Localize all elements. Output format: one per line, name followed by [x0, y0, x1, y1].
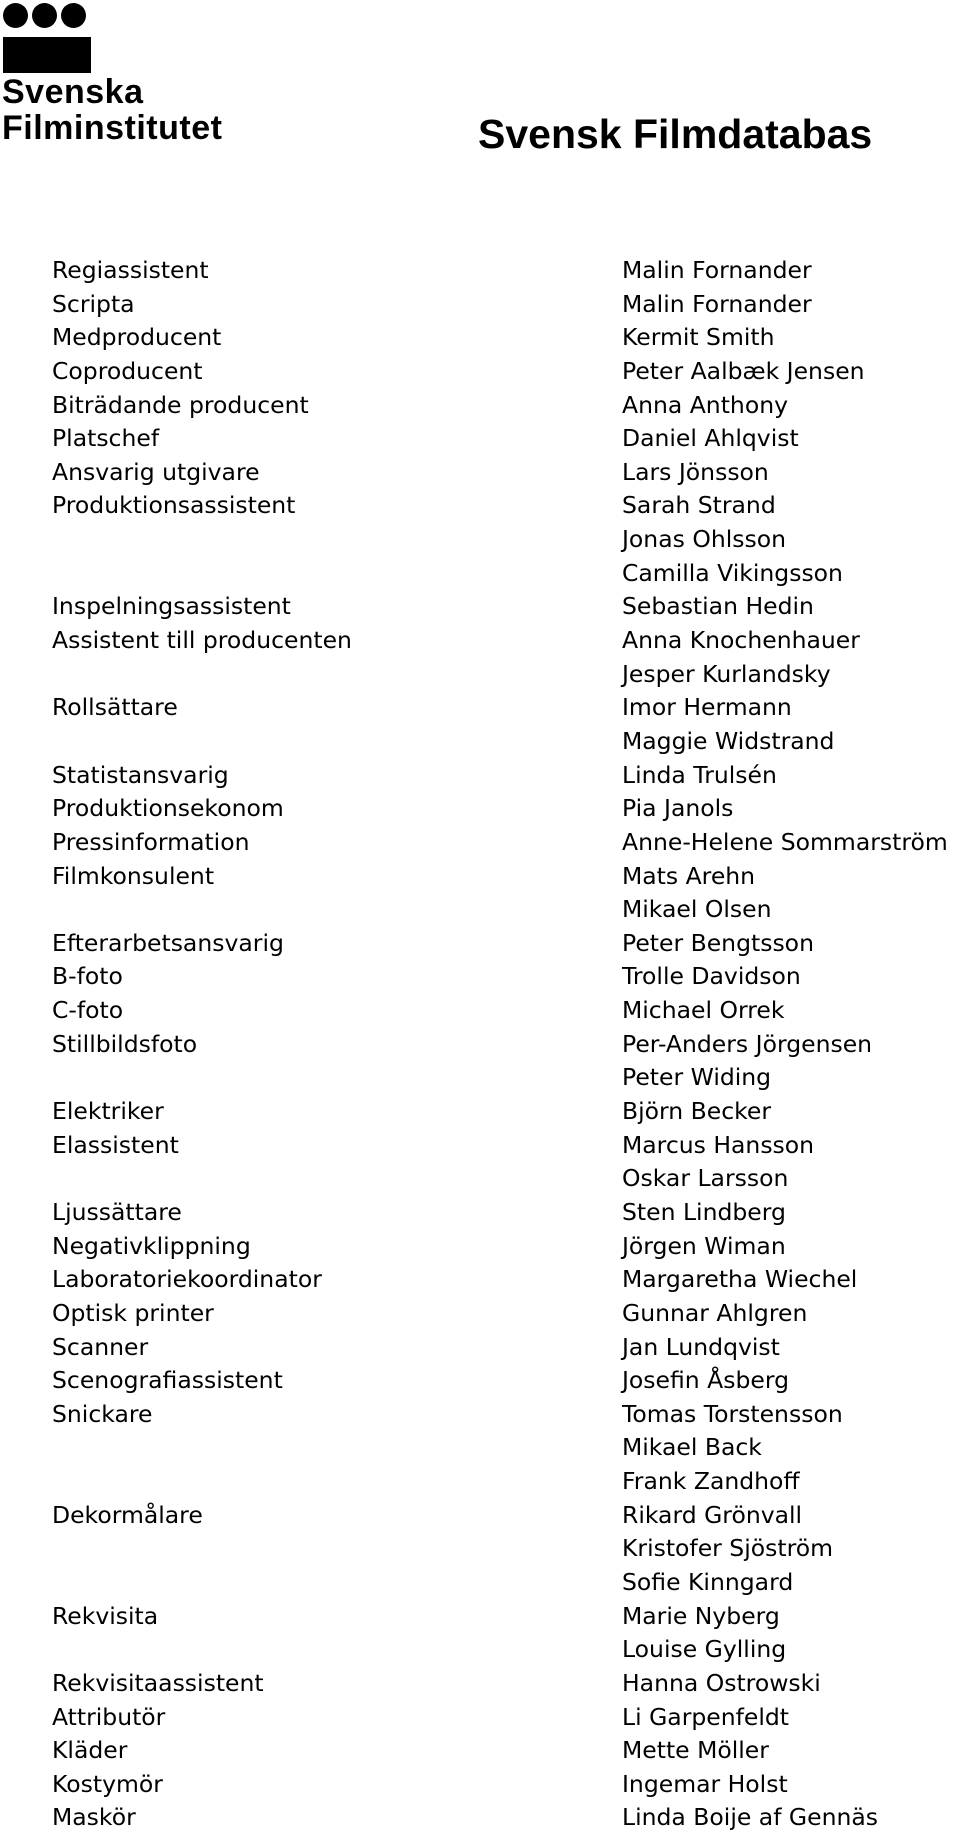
credit-name: Oskar Larsson	[622, 1164, 789, 1193]
logo-line-1: Svenska	[2, 73, 144, 111]
credit-role: Kostymör	[52, 1769, 163, 1798]
credit-row	[52, 624, 960, 658]
credit-name: Tomas Torstensson	[622, 1399, 843, 1428]
credit-row	[52, 1566, 960, 1600]
credit-row	[52, 489, 960, 523]
credit-name: Peter Bengtsson	[622, 928, 814, 957]
credit-name: Ingemar Holst	[622, 1769, 788, 1798]
credit-name: Peter Aalbæk Jensen	[622, 356, 865, 385]
logo-square-icon	[3, 37, 91, 73]
credit-name: Margaretha Wiechel	[622, 1265, 858, 1294]
credit-name: Anne-Helene Sommarström	[622, 827, 948, 856]
credit-name: Pia Janols	[622, 794, 734, 823]
credit-name: Kristofer Sjöström	[622, 1534, 833, 1563]
credit-row	[52, 523, 960, 557]
credit-name: Sten Lindberg	[622, 1197, 786, 1226]
credit-name: Rikard Grönvall	[622, 1500, 803, 1529]
credit-row	[52, 658, 960, 692]
credit-role: Rekvisitaassistent	[52, 1668, 264, 1697]
credit-row	[52, 1600, 960, 1634]
credit-name: Maggie Widstrand	[622, 726, 835, 755]
credit-row	[52, 422, 960, 456]
credit-role: Inspelningsassistent	[52, 592, 291, 621]
credit-name: Anna Knochenhauer	[622, 626, 860, 655]
credit-row	[52, 994, 960, 1028]
credit-name: Sofie Kinngard	[622, 1567, 794, 1596]
credit-row	[52, 691, 960, 725]
credit-name: Louise Gylling	[622, 1635, 787, 1664]
credits-list	[52, 254, 960, 1835]
credit-role: Filmkonsulent	[52, 861, 215, 890]
credit-name: Mikael Olsen	[622, 895, 772, 924]
logo-dot-icon	[32, 3, 57, 28]
credit-row	[52, 893, 960, 927]
credit-role: Produktionsekonom	[52, 794, 284, 823]
credit-role: B-foto	[52, 962, 123, 991]
credit-name: Peter Widing	[622, 1063, 772, 1092]
credit-role: Elassistent	[52, 1130, 179, 1159]
svenska-filminstitutet-logo	[0, 0, 250, 160]
credit-role: Ljussättare	[52, 1197, 182, 1226]
credit-role: Snickare	[52, 1399, 153, 1428]
credit-role: Efterarbetsansvarig	[52, 928, 284, 957]
credit-name: Anna Anthony	[622, 390, 788, 419]
credit-role: Platschef	[52, 424, 160, 453]
credit-row	[52, 1801, 960, 1835]
credit-name: Mette Möller	[622, 1736, 769, 1765]
credit-row	[52, 1398, 960, 1432]
credit-name: Li Garpenfeldt	[622, 1702, 790, 1731]
credit-row	[52, 1532, 960, 1566]
credit-name: Sarah Strand	[622, 491, 776, 520]
credit-role: Elektriker	[52, 1097, 164, 1126]
credit-row	[52, 1095, 960, 1129]
logo-mark-icon	[0, 0, 100, 76]
credit-name: Björn Becker	[622, 1097, 772, 1126]
credit-name: Frank Zandhoff	[622, 1467, 800, 1496]
credit-name: Trolle Davidson	[622, 962, 801, 991]
credit-role: Coproducent	[52, 356, 203, 385]
credit-row	[52, 456, 960, 490]
credit-row	[52, 1331, 960, 1365]
credit-role: Dekormålare	[52, 1500, 203, 1529]
credit-row	[52, 321, 960, 355]
credit-role: Stillbildsfoto	[52, 1029, 198, 1058]
credit-name: Josefin Åsberg	[622, 1366, 790, 1395]
credit-row	[52, 355, 960, 389]
credit-row	[52, 1633, 960, 1667]
logo-line-2: Filminstitutet	[2, 109, 223, 147]
credit-name: Malin Fornander	[622, 256, 812, 284]
credit-role: Attributör	[52, 1702, 166, 1731]
credit-role: Assistent till producenten	[52, 626, 352, 655]
credit-row	[52, 1364, 960, 1398]
credit-role: Maskör	[52, 1803, 136, 1832]
credit-row	[52, 792, 960, 826]
credit-name: Hanna Ostrowski	[622, 1668, 821, 1697]
credit-role: Medproducent	[52, 323, 222, 352]
credit-name: Michael Orrek	[622, 996, 785, 1025]
credit-role: Pressinformation	[52, 827, 250, 856]
credit-row	[52, 1701, 960, 1735]
credit-row	[52, 1297, 960, 1331]
credit-row	[52, 1465, 960, 1499]
credit-role: Statistansvarig	[52, 760, 229, 789]
credit-row	[52, 1768, 960, 1802]
credit-name: Jan Lundqvist	[622, 1332, 780, 1361]
credit-row	[52, 927, 960, 961]
credit-row	[52, 759, 960, 793]
logo-wordmark	[2, 74, 222, 146]
credit-name: Linda Boije af Gennäs	[622, 1803, 879, 1832]
credit-name: Daniel Ahlqvist	[622, 424, 799, 453]
credit-row	[52, 389, 960, 423]
credit-role: Produktionsassistent	[52, 491, 296, 520]
credit-name: Jörgen Wiman	[622, 1231, 786, 1260]
credit-row	[52, 254, 960, 288]
credit-role: Laboratoriekoordinator	[52, 1265, 322, 1294]
credit-role: Rollsättare	[52, 693, 178, 722]
credit-role: Ansvarig utgivare	[52, 457, 260, 486]
credit-role: Scenografiassistent	[52, 1366, 283, 1395]
credit-name: Marcus Hansson	[622, 1130, 815, 1159]
credit-row	[52, 1028, 960, 1062]
credit-name: Camilla Vikingsson	[622, 558, 843, 587]
credit-name: Linda Trulsén	[622, 760, 777, 789]
credit-row	[52, 1431, 960, 1465]
credit-row	[52, 860, 960, 894]
credit-role: Rekvisita	[52, 1601, 159, 1630]
credit-row	[52, 1667, 960, 1701]
credit-name: Jonas Ohlsson	[622, 525, 786, 554]
credit-name: Mats Arehn	[622, 861, 756, 890]
credit-role: Biträdande producent	[52, 390, 309, 419]
credit-name: Per-Anders Jörgensen	[622, 1029, 873, 1058]
credit-row	[52, 1499, 960, 1533]
credit-row	[52, 1734, 960, 1768]
credit-name: Jesper Kurlandsky	[622, 659, 831, 688]
credit-row	[52, 1263, 960, 1297]
credit-name: Gunnar Ahlgren	[622, 1298, 808, 1327]
credit-role: Regiassistent	[52, 256, 209, 284]
credit-row	[52, 590, 960, 624]
credit-row	[52, 1061, 960, 1095]
credit-row	[52, 288, 960, 322]
credit-role: Scanner	[52, 1332, 149, 1361]
credit-name: Malin Fornander	[622, 289, 812, 318]
credit-role: Negativklippning	[52, 1231, 251, 1260]
credit-name: Lars Jönsson	[622, 457, 769, 486]
credit-row	[52, 1230, 960, 1264]
credit-row	[52, 960, 960, 994]
credit-role: Scripta	[52, 289, 135, 318]
credit-row	[52, 1196, 960, 1230]
credit-row	[52, 1129, 960, 1163]
credit-row	[52, 557, 960, 591]
credit-name: Marie Nyberg	[622, 1601, 780, 1630]
credit-role: C-foto	[52, 996, 124, 1025]
document-title: Svensk Filmdatabas	[478, 111, 873, 157]
credit-name: Mikael Back	[622, 1433, 762, 1462]
credit-role: Kläder	[52, 1736, 128, 1765]
logo-dot-icon	[3, 3, 28, 28]
credit-row	[52, 826, 960, 860]
credit-name: Sebastian Hedin	[622, 592, 814, 621]
credit-role: Optisk printer	[52, 1298, 214, 1327]
credit-row	[52, 1162, 960, 1196]
logo-dot-icon	[61, 3, 86, 28]
credit-name: Imor Hermann	[622, 693, 792, 722]
credit-row	[52, 725, 960, 759]
credit-name: Kermit Smith	[622, 323, 775, 352]
